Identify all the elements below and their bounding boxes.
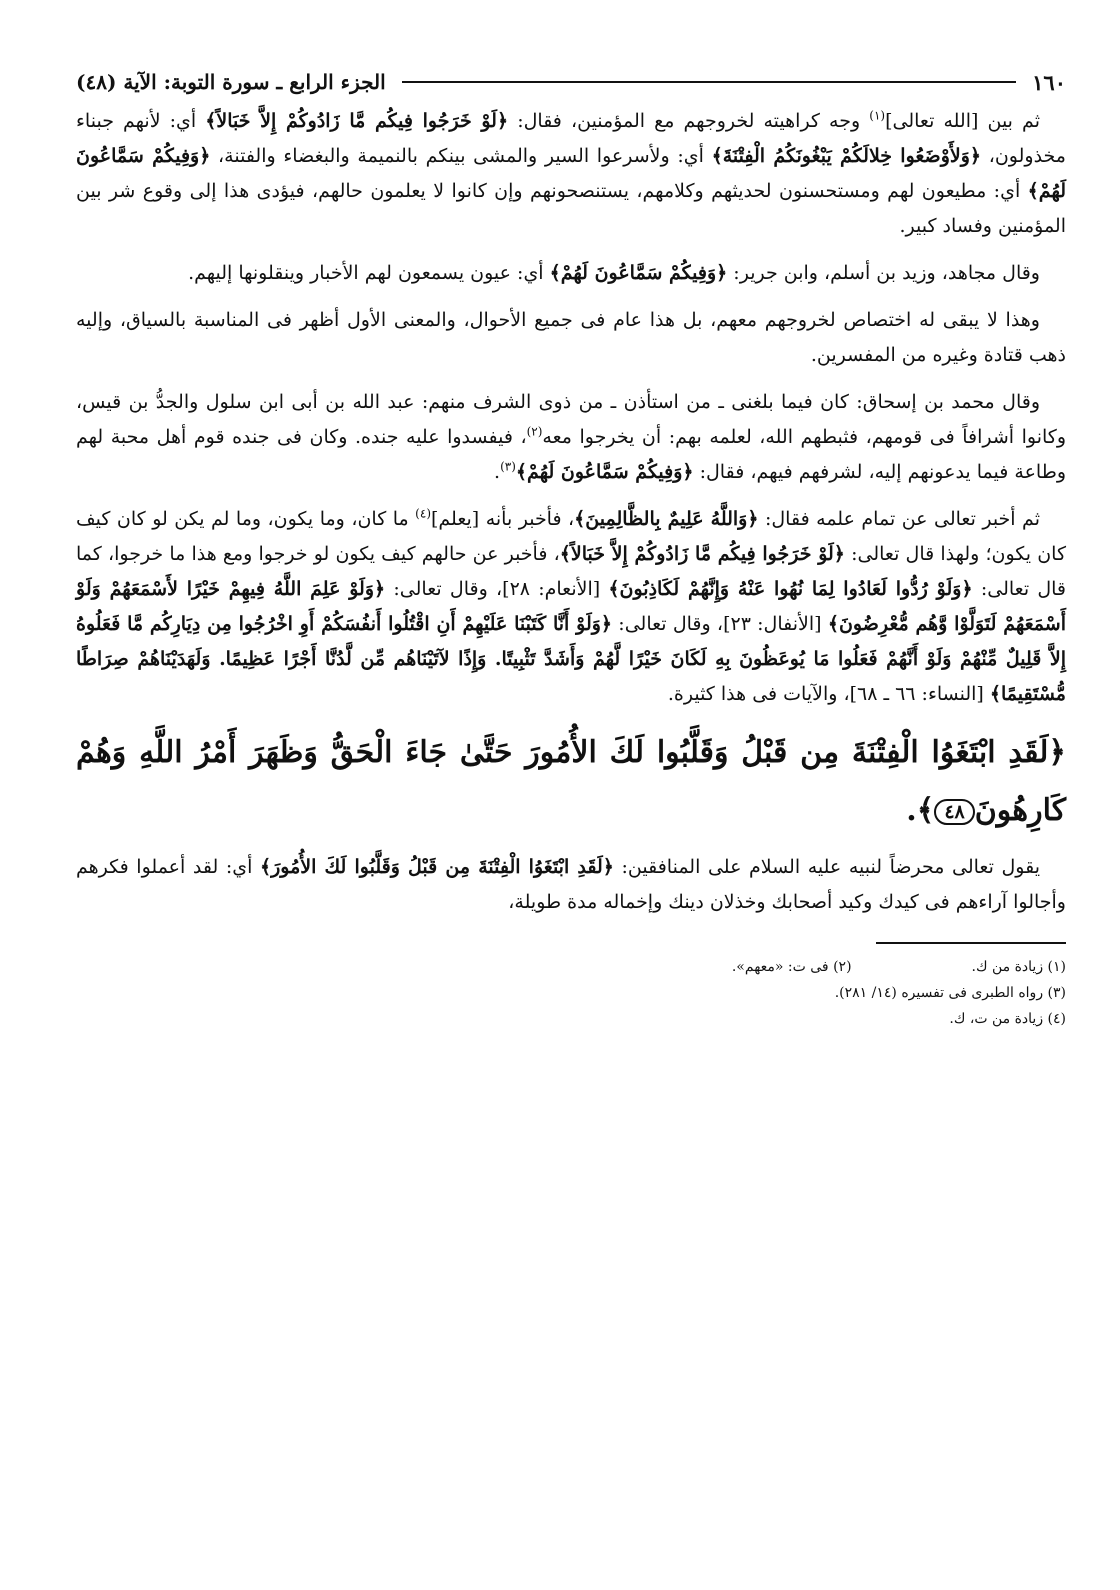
text: ما كان، وما يكون، وما لم يكن لو كان كيف كان يكون؛ ولهذا قال تعالى: [76,508,1067,565]
ayah-number-badge: ٤٨ [934,799,974,825]
text: [الأنعام: ٢٨]، وقال تعالى: [385,578,609,600]
footnote-4: (٤) زيادة من ت، ك. [949,1011,1066,1027]
paragraph-4 [76,385,1066,490]
quran-quote: ﴿لَقَدِ ابْتَغَوُا الْفِتْنَةَ مِن قَبْلُ وَقَلَّبُوا لَكَ الأُمُورَ﴾ [259,856,614,878]
quran-quote: ﴿وَفِيكُمْ سَمَّاعُونَ لَهُمْ﴾ [515,461,694,483]
header-rule [402,81,1016,83]
quran-quote: ﴿لَوْ خَرَجُوا فِيكُم مَّا زَادُوكُمْ إِلاَّ خَبَالاً﴾ [205,110,509,132]
text: ، فأخبر بأنه [يعلم] [431,508,575,530]
page-header [76,60,1066,104]
verse-end: ﴾. [906,793,935,828]
text: وقال محمد بن إسحاق: كان فيما بلغنى ـ من استأذن ـ من ذوى الشرف منهم: عبد الله بن أبى ابن سلول والجدُّ بن قيس، وكانوا أشرافاً فى قومهم، فثبطهم الله، لعلمه بهم: أن يخرجوا معه [76,391,1067,448]
footnote-ref-1[interactable]: (١) [869,108,886,123]
text: أي: مطيعون لهم ومستحسنون لحديثهم وكلامهم، يستنصحونهم وإن كانوا لا يعلمون حالهم، فيؤدى هذا إلى وقوع شر بين المؤمنين وفساد كبير. [76,180,1066,237]
text: ، فأخبر عن حالهم كيف يكون لو خرجوا ومع هذا ما خرجوا، كما قال تعالى: [76,543,1067,600]
quran-quote: ﴿وَفِيكُمْ سَمَّاعُونَ لَهُمْ﴾ [76,145,1066,202]
footnote-ref-2[interactable]: (٢) [526,424,543,439]
text: ، فيفسدوا عليه جنده. وكان فى جنده قوم أهل محبة لهم وطاعة فيما يدعونهم إليه، لشرفهم فيهم، فقال: [76,426,1066,483]
text: وجه كراهيته لخروجهم مع المؤمنين، فقال: [508,110,870,132]
quran-quote: ﴿وَلَوْ عَلِمَ اللَّهُ فِيهِمْ خَيْرًا لأَسْمَعَهُمْ وَلَوْ أَسْمَعَهُمْ لَتَوَلَّوْا وَّهُم مُّعْرِضُونَ﴾ [76,578,1066,635]
text: أي: عيون يسمعون لهم الأخبار وينقلونها إليهم. [188,262,550,284]
text: . [494,461,501,483]
page-number: ١٦٠ [1032,69,1066,95]
text: ثم بين [الله تعالى] [885,110,1040,132]
text: [النساء: ٦٦ ـ ٦٨]، والآيات فى هذا كثيرة. [667,683,990,705]
text: وقال مجاهد، وزيد بن أسلم، وابن جرير: [727,262,1040,284]
quran-quote: ﴿وَلَوْ رُدُّوا لَعَادُوا لِمَا نُهُوا عَنْهُ وَإِنَّهُمْ لَكَاذِبُونَ﴾ [608,578,973,600]
footnote-ref-3[interactable]: (٣) [500,459,516,474]
text: أي: لأنهم جبناء مخذولون، [76,110,1066,167]
text: ثم أخبر تعالى عن تمام علمه فقال: [758,508,1040,530]
paragraph-5 [76,502,1066,712]
footnote-row [76,954,1066,980]
footnote-1: (١) زيادة من ك. [971,959,1066,975]
paragraph-6 [76,850,1066,920]
paragraph-2 [76,256,1066,291]
footnote-3: (٣) رواه الطبرى فى تفسيره (١٤/ ٢٨١). [834,985,1066,1001]
text: يقول تعالى محرضاً لنبيه عليه السلام على المنافقين: [613,856,1040,878]
verse-text: ﴿لَقَدِ ابْتَغَوُا الْفِتْنَةَ مِن قَبْلُ وَقَلَّبُوا لَكَ الأُمُورَ حَتَّىٰ جَاءَ الْحَقُّ وَظَهَرَ أَمْرُ اللَّهِ وَهُمْ كَارِهُونَ [76,735,1066,828]
footnote-2: (٢) فى ت: «معهم». [731,959,852,975]
text: أي: لقد أعملوا فكرهم وأجالوا آراءهم فى كيدك وكيد أصحابك وخذلان دينك وإخماله مدة طويلة، [76,856,1066,913]
quran-quote: ﴿وَفِيكُمْ سَمَّاعُونَ لَهُمْ﴾ [549,262,728,284]
header-title: الجزء الرابع ـ سورة التوبة: الآية (٤٨) [76,70,386,94]
verse-heading [76,724,1066,840]
paragraph-3: وهذا لا يبقى له اختصاص لخروجهم معهم، بل هذا عام فى جميع الأحوال، والمعنى الأول أظهر فى المناسبة بالسياق، وإليه ذهب قتادة وغيره من المفسرين. [76,309,1066,366]
paragraph-1 [76,104,1066,244]
quran-quote: ﴿وَلَوْ أَنَّا كَتَبْنَا عَلَيْهِمْ أَنِ اقْتُلُوا أَنفُسَكُمْ أَوِ اخْرُجُوا مِن دِيَارِكُم مَّا فَعَلُوهُ إِلاَّ قَلِيلٌ مِّنْهُمْ وَلَوْ أَنَّهُمْ فَعَلُوا مَا يُوعَظُونَ بِهِ لَكَانَ خَيْرًا لَّهُمْ وَأَشَدَّ تَثْبِيتًا. وَإِذًا لآتَيْنَاهُم مِّن لَّدُنَّا أَجْرًا عَظِيمًا. وَلَهَدَيْنَاهُمْ صِرَاطًا مُّسْتَقِيمًا﴾ [76,613,1067,705]
book-page [76,60,1066,1032]
text: [الأنفال: ٢٣]، وقال تعالى: [612,613,828,635]
footnote-ref-4[interactable]: (٤) [415,506,431,521]
footnote-rule [876,942,1066,944]
quran-quote: ﴿لَوْ خَرَجُوا فِيكُم مَّا زَادُوكُمْ إِلاَّ خَبَالاً﴾ [559,543,845,565]
quran-quote: ﴿وَاللَّهُ عَلِيمٌ بِالظَّالِمِينَ﴾ [574,508,759,530]
text: أي: ولأسرعوا السير والمشى بينكم بالنميمة والبغضاء والفتنة، [210,145,712,167]
quran-quote: ﴿وَلأَوْضَعُوا خِلالَكُمْ يَبْغُونَكُمُ الْفِتْنَةَ﴾ [711,145,982,167]
